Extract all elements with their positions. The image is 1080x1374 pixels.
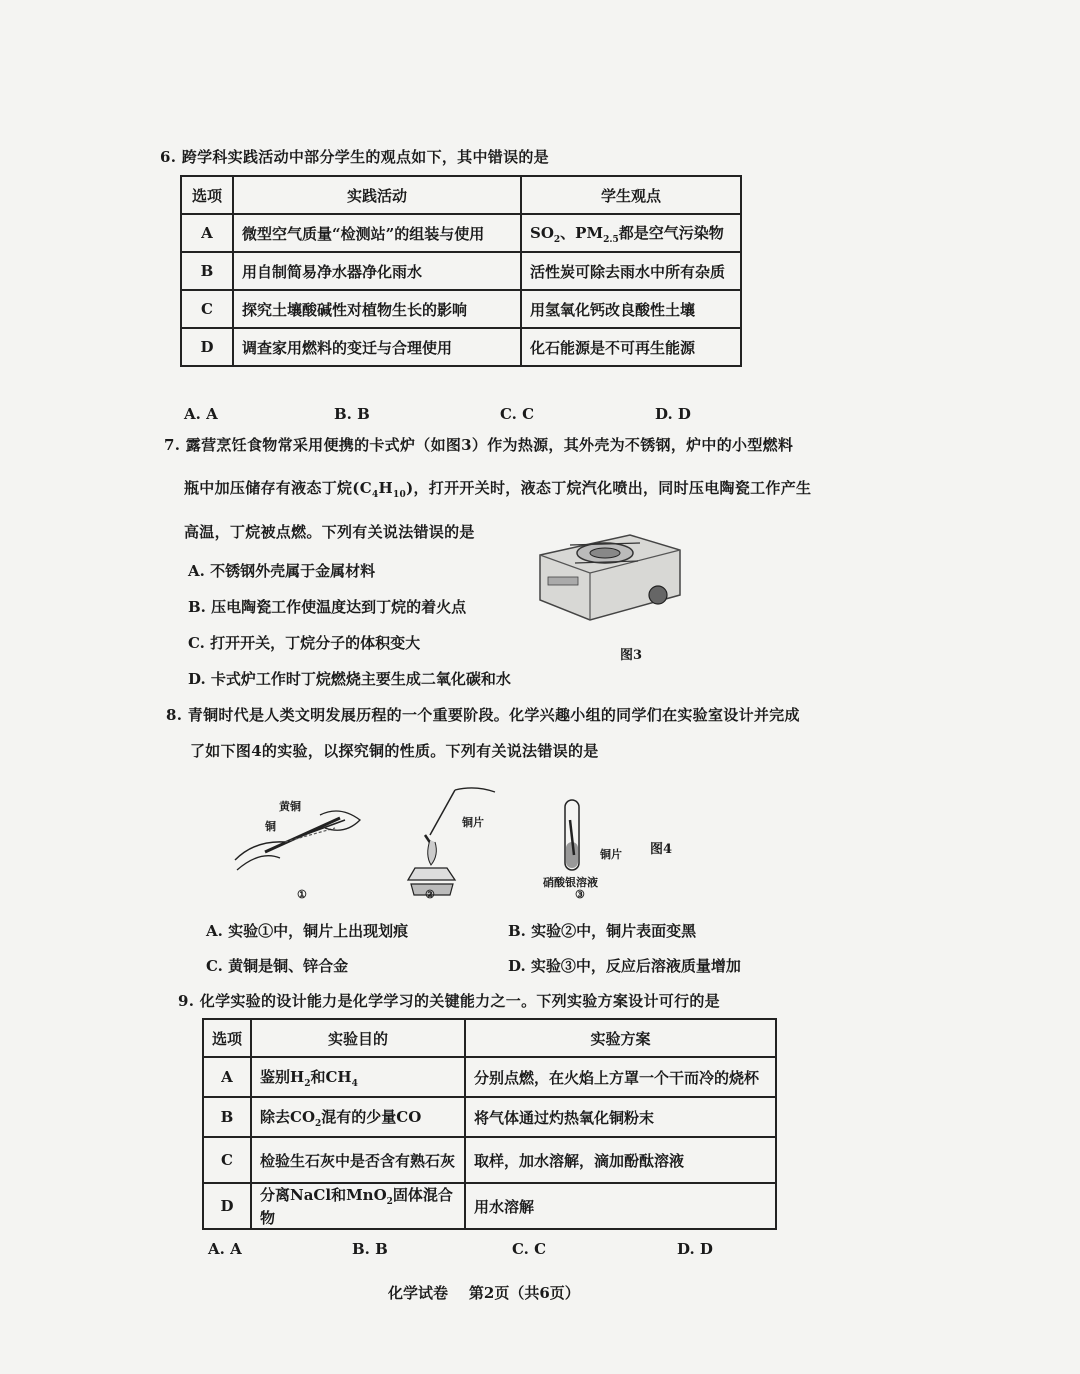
q9-choice-a: A. A — [208, 1240, 242, 1258]
text-part: 除去CO — [260, 1107, 316, 1126]
subscript: 2 — [315, 1118, 322, 1129]
q9-row-goal — [251, 1183, 465, 1229]
q6-row-activity: 调查家用燃料的变迁与合理使用 — [233, 328, 521, 366]
q6-choice-c: C. C — [500, 405, 535, 423]
q9-header-row — [203, 1019, 776, 1057]
view-text: 都是空气污染物 — [618, 223, 724, 242]
q9-row-option: C — [203, 1137, 251, 1183]
q9-row-option: D — [203, 1183, 251, 1229]
q9-row-goal — [251, 1097, 465, 1137]
label-copper-sheet-2: 铜片 — [462, 816, 484, 829]
q9-table — [202, 1018, 777, 1230]
q9-row-plan: 取样，加水溶解，滴加酚酞溶液 — [465, 1137, 776, 1183]
subscript: 10 — [392, 490, 407, 500]
q6-table — [180, 175, 742, 367]
table-row — [181, 290, 741, 328]
q7-line1: 7. 露营烹饪食物常采用便携的卡式炉（如图3）作为热源，其外壳为不锈钢，炉中的小型燃料 — [164, 436, 794, 454]
q6-stem: 6. 跨学科实践活动中部分学生的观点如下，其中错误的是 — [160, 148, 549, 166]
q6-choice-b: B. B — [334, 405, 370, 423]
formula-part: 、PM — [560, 223, 604, 242]
q9-header-option: 选项 — [203, 1019, 251, 1057]
q9-header-plan: 实验方案 — [465, 1019, 776, 1057]
subscript: 2 — [386, 1197, 393, 1207]
q6-row-view: 化石能源是不可再生能源 — [521, 328, 741, 366]
q9-header-goal: 实验目的 — [251, 1019, 465, 1057]
q6-row-option: B — [181, 252, 233, 290]
subscript: 2.5 — [603, 234, 619, 245]
text-part: )，打开开关时，液态丁烷汽化喷出，同时压电陶瓷工作产生 — [406, 479, 812, 497]
q9-choice-d: D. D — [677, 1240, 713, 1258]
text-part: 瓶中加压储存有液态丁烷(C — [184, 479, 372, 497]
subscript: 2 — [304, 1078, 311, 1089]
q8-line2: 了如下图4的实验，以探究铜的性质。下列有关说法错误的是 — [190, 742, 599, 760]
label-silver-nitrate: 硝酸银溶液 — [543, 876, 598, 889]
text-part: 固体混合物 — [260, 1186, 453, 1227]
table-row — [203, 1057, 776, 1097]
q6-row-option: C — [181, 290, 233, 328]
table-row — [203, 1097, 776, 1137]
q8-option-c: C. 黄铜是铜、锌合金 — [206, 957, 349, 975]
q6-header-option: 选项 — [181, 176, 233, 214]
q6-row-view: 用氢氧化钙改良酸性土壤 — [521, 290, 741, 328]
q6-header-row — [181, 176, 741, 214]
q7-option-c: C. 打开开关，丁烷分子的体积变大 — [188, 634, 421, 652]
q9-row-plan: 将气体通过灼热氧化铜粉末 — [465, 1097, 776, 1137]
table-row — [181, 252, 741, 290]
q6-row-activity: 用自制简易净水器净化雨水 — [233, 252, 521, 290]
table-row — [181, 328, 741, 366]
formula-part: SO — [530, 223, 554, 242]
q9-row-option: B — [203, 1097, 251, 1137]
q8-line1: 8. 青铜时代是人类文明发展历程的一个重要阶段。化学兴趣小组的同学们在实验室设计并完成 — [166, 706, 800, 724]
q7-option-b: B. 压电陶瓷工作使温度达到丁烷的着火点 — [188, 598, 467, 616]
table-row — [181, 214, 741, 252]
q9-stem: 9. 化学实验的设计能力是化学学习的关键能力之一。下列实验方案设计可行的是 — [178, 992, 720, 1010]
q6-choice-d: D. D — [655, 405, 691, 423]
figure4-label: 图4 — [650, 842, 673, 857]
q9-choice-c: C. C — [512, 1240, 547, 1258]
q9-row-goal: 检验生石灰中是否含有熟石灰 — [251, 1137, 465, 1183]
cassette-stove-illustration — [530, 515, 690, 635]
exp2-number: ② — [425, 888, 435, 901]
q8-option-d: D. 实验③中，反应后溶液质量增加 — [508, 957, 741, 975]
subscript: 2 — [553, 234, 561, 245]
label-brass: 黄铜 — [279, 800, 301, 813]
q6-row-view — [521, 214, 741, 252]
q6-row-activity: 探究土壤酸碱性对植物生长的影响 — [233, 290, 521, 328]
q6-choice-a: A. A — [184, 405, 218, 423]
q8-option-a: A. 实验①中，铜片上出现划痕 — [206, 922, 409, 940]
q7-option-d: D. 卡式炉工作时丁烷燃烧主要生成二氧化碳和水 — [188, 670, 511, 688]
q9-row-option: A — [203, 1057, 251, 1097]
q9-row-plan: 分别点燃，在火焰上方罩一个干而冷的烧杯 — [465, 1057, 776, 1097]
q7-line3: 高温，丁烷被点燃。下列有关说法错误的是 — [184, 523, 475, 541]
q7-option-a: A. 不锈钢外壳属于金属材料 — [188, 562, 376, 580]
q9-row-plan: 用水溶解 — [465, 1183, 776, 1229]
q6-row-option: A — [181, 214, 233, 252]
q6-header-activity: 实践活动 — [233, 176, 521, 214]
text-part: 鉴别H — [260, 1067, 305, 1086]
label-copper-sheet-3: 铜片 — [600, 848, 622, 861]
page-footer: 化学试卷 第2页（共6页） — [388, 1284, 580, 1302]
table-row — [203, 1183, 776, 1229]
exp1-number: ① — [297, 888, 307, 901]
text-part: 分离NaCl和MnO — [260, 1186, 387, 1204]
figure3-label: 图3 — [620, 648, 643, 663]
text-part: 和CH — [310, 1067, 352, 1086]
q6-row-activity: 微型空气质量“检测站”的组装与使用 — [233, 214, 521, 252]
exp3-number: ③ — [575, 888, 585, 901]
q6-row-view: 活性炭可除去雨水中所有杂质 — [521, 252, 741, 290]
q6-header-view: 学生观点 — [521, 176, 741, 214]
subscript: 4 — [351, 1078, 358, 1089]
q7-line2 — [184, 477, 811, 500]
text-part: 混有的少量CO — [321, 1107, 422, 1126]
table-row — [203, 1137, 776, 1183]
q9-row-goal — [251, 1057, 465, 1097]
q9-choice-b: B. B — [352, 1240, 388, 1258]
q8-option-b: B. 实验②中，铜片表面变黑 — [508, 922, 697, 940]
label-copper: 铜 — [265, 820, 276, 833]
text-part: H — [378, 479, 393, 497]
q6-row-option: D — [181, 328, 233, 366]
subscript: 4 — [371, 490, 379, 500]
